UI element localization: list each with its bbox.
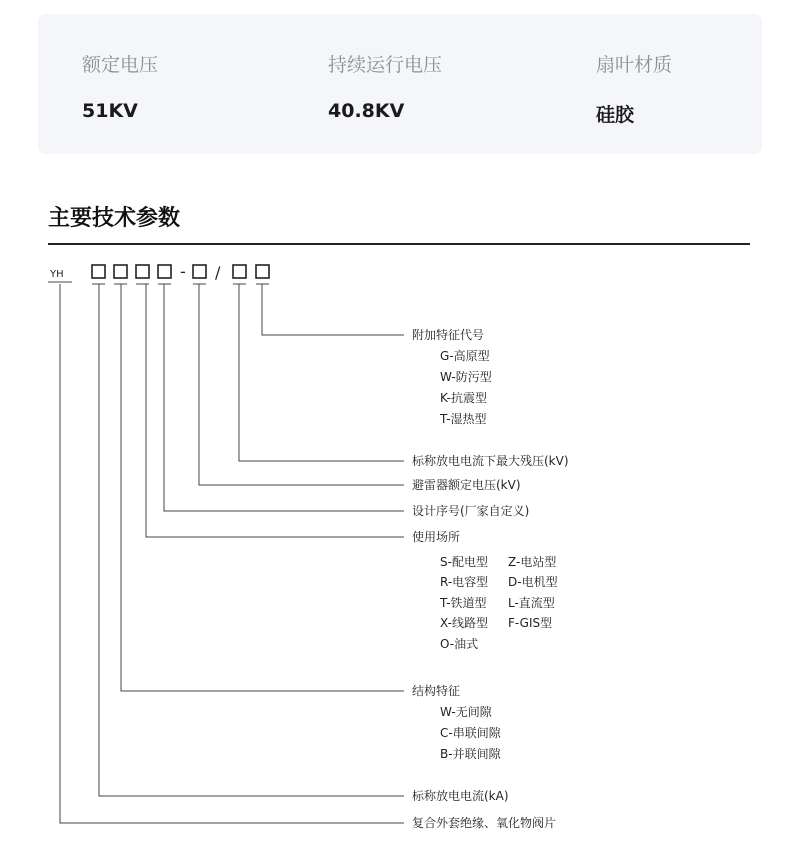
spec-label: 额定电压 [82,54,159,76]
usage-item: F-GIS型 [508,616,553,630]
spec-value: 51KV [82,100,138,122]
spec-label: 持续运行电压 [328,54,443,76]
usage-item: O-油式 [440,637,479,651]
structure-item: C-串联间隙 [440,726,501,740]
residual-voltage-label: 标称放电电流下最大残压(kV) [412,454,569,468]
code-box-residual-voltage [233,265,246,278]
code-slash: / [215,263,221,282]
usage-item: Z-电站型 [508,555,557,569]
code-box-structure [114,265,127,278]
additional-item: G-高原型 [440,349,490,363]
rated-voltage-label: 避雷器额定电压(kV) [412,478,521,492]
spec-value: 硅胶 [596,104,635,126]
additional-heading: 附加特征代号 [412,328,485,342]
model-prefix: YH [50,269,64,280]
usage-item: D-电机型 [508,575,558,589]
code-box-discharge [92,265,105,278]
code-box-additional [256,265,269,278]
code-dash: - [180,262,186,281]
design-no-label: 设计序号(厂家自定义) [412,504,530,518]
code-box-rated-voltage [193,265,206,278]
code-box-design [158,265,171,278]
leader-lines [60,284,404,823]
code-box-usage [136,265,149,278]
usage-heading: 使用场所 [412,530,461,544]
structure-heading: 结构特征 [412,684,461,698]
usage-item: L-直流型 [508,596,555,610]
usage-item: T-铁道型 [440,596,487,610]
structure-item: W-无间隙 [440,705,492,719]
additional-item: T-湿热型 [440,412,487,426]
spec-value: 40.8KV [328,100,405,122]
spec-label: 扇叶材质 [596,54,673,76]
section-title: 主要技术参数 [48,206,181,231]
structure-item: B-并联间隙 [440,747,501,761]
discharge-current-label: 标称放电电流(kA) [412,789,509,803]
additional-item: K-抗震型 [440,391,487,405]
usage-item: X-线路型 [440,616,488,630]
additional-item: W-防污型 [440,370,492,384]
usage-item: R-电容型 [440,575,489,589]
usage-item: S-配电型 [440,555,488,569]
composite-label: 复合外套绝缘、氧化物阀片 [412,816,557,830]
